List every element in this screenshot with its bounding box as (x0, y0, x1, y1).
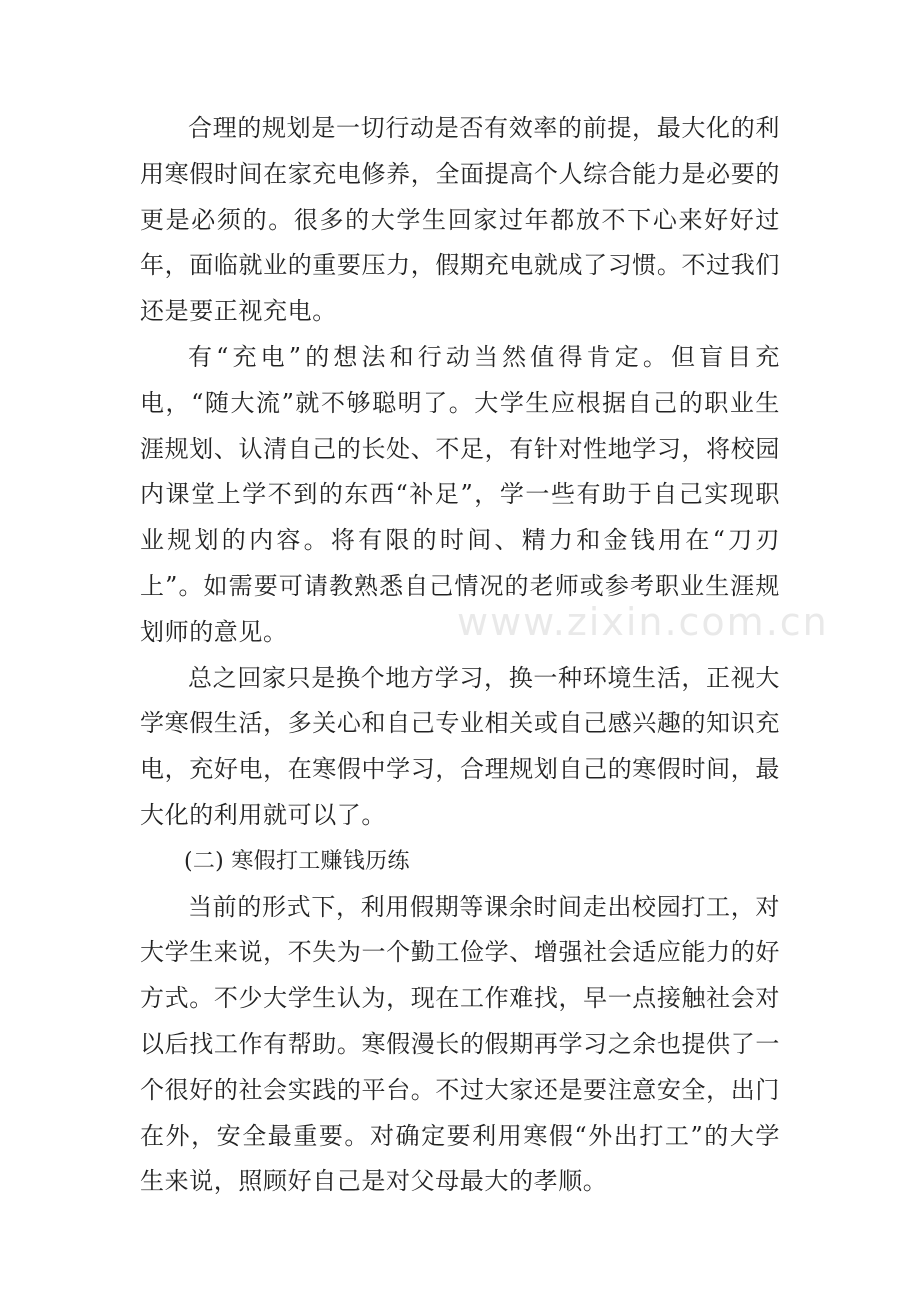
paragraph-recharge: 有“充电”的想法和行动当然值得肯定。但盲目充电，“随大流”就不够聪明了。大学生应根据自己的职业生涯规划、认清自己的长处、不足，有针对性地学习，将校园内课堂上学不到的东西“补足”，学一些有助于自己实现职业规划的内容。将有限的时间、精力和金钱用在“刀刃上”。如需要可请教熟悉自己情况的老师或参考职业生涯规划师的意见。 (140, 342, 780, 646)
paragraph-parttime-work: 当前的形式下，利用假期等课余时间走出校园打工，对大学生来说，不失为一个勤工俭学、增强社会适应能力的好方式。不少大学生认为，现在工作难找，早一点接触社会对以后找工作有帮助。寒假漫长的假期再学习之余也提供了一个很好的社会实践的平台。不过大家还是要注意安全，出门在外，安全最重要。对确定要利用寒假“外出打工”的大学生来说，照顾好自己是对父母最大的孝顺。 (140, 892, 780, 1196)
paragraph-planning: 合理的规划是一切行动是否有效率的前提，最大化的利用寒假时间在家充电修养，全面提高个人综合能力是必要的更是必须的。很多的大学生回家过年都放不下心来好好过年，面临就业的重要压力，假期充电就成了习惯。不过我们还是要正视充电。 (140, 114, 780, 326)
document-body (140, 106, 780, 1205)
watermark: www.zixin.com.cn (457, 600, 829, 644)
paragraph-summary: 总之回家只是换个地方学习，换一种环境生活，正视大学寒假生活，多关心和自己专业相关或自己感兴趣的知识充电，充好电，在寒假中学习，合理规划自己的寒假时间，最大化的利用就可以了。 (140, 663, 780, 829)
section-heading: (二) 寒假打工赚钱历练 (184, 848, 410, 874)
